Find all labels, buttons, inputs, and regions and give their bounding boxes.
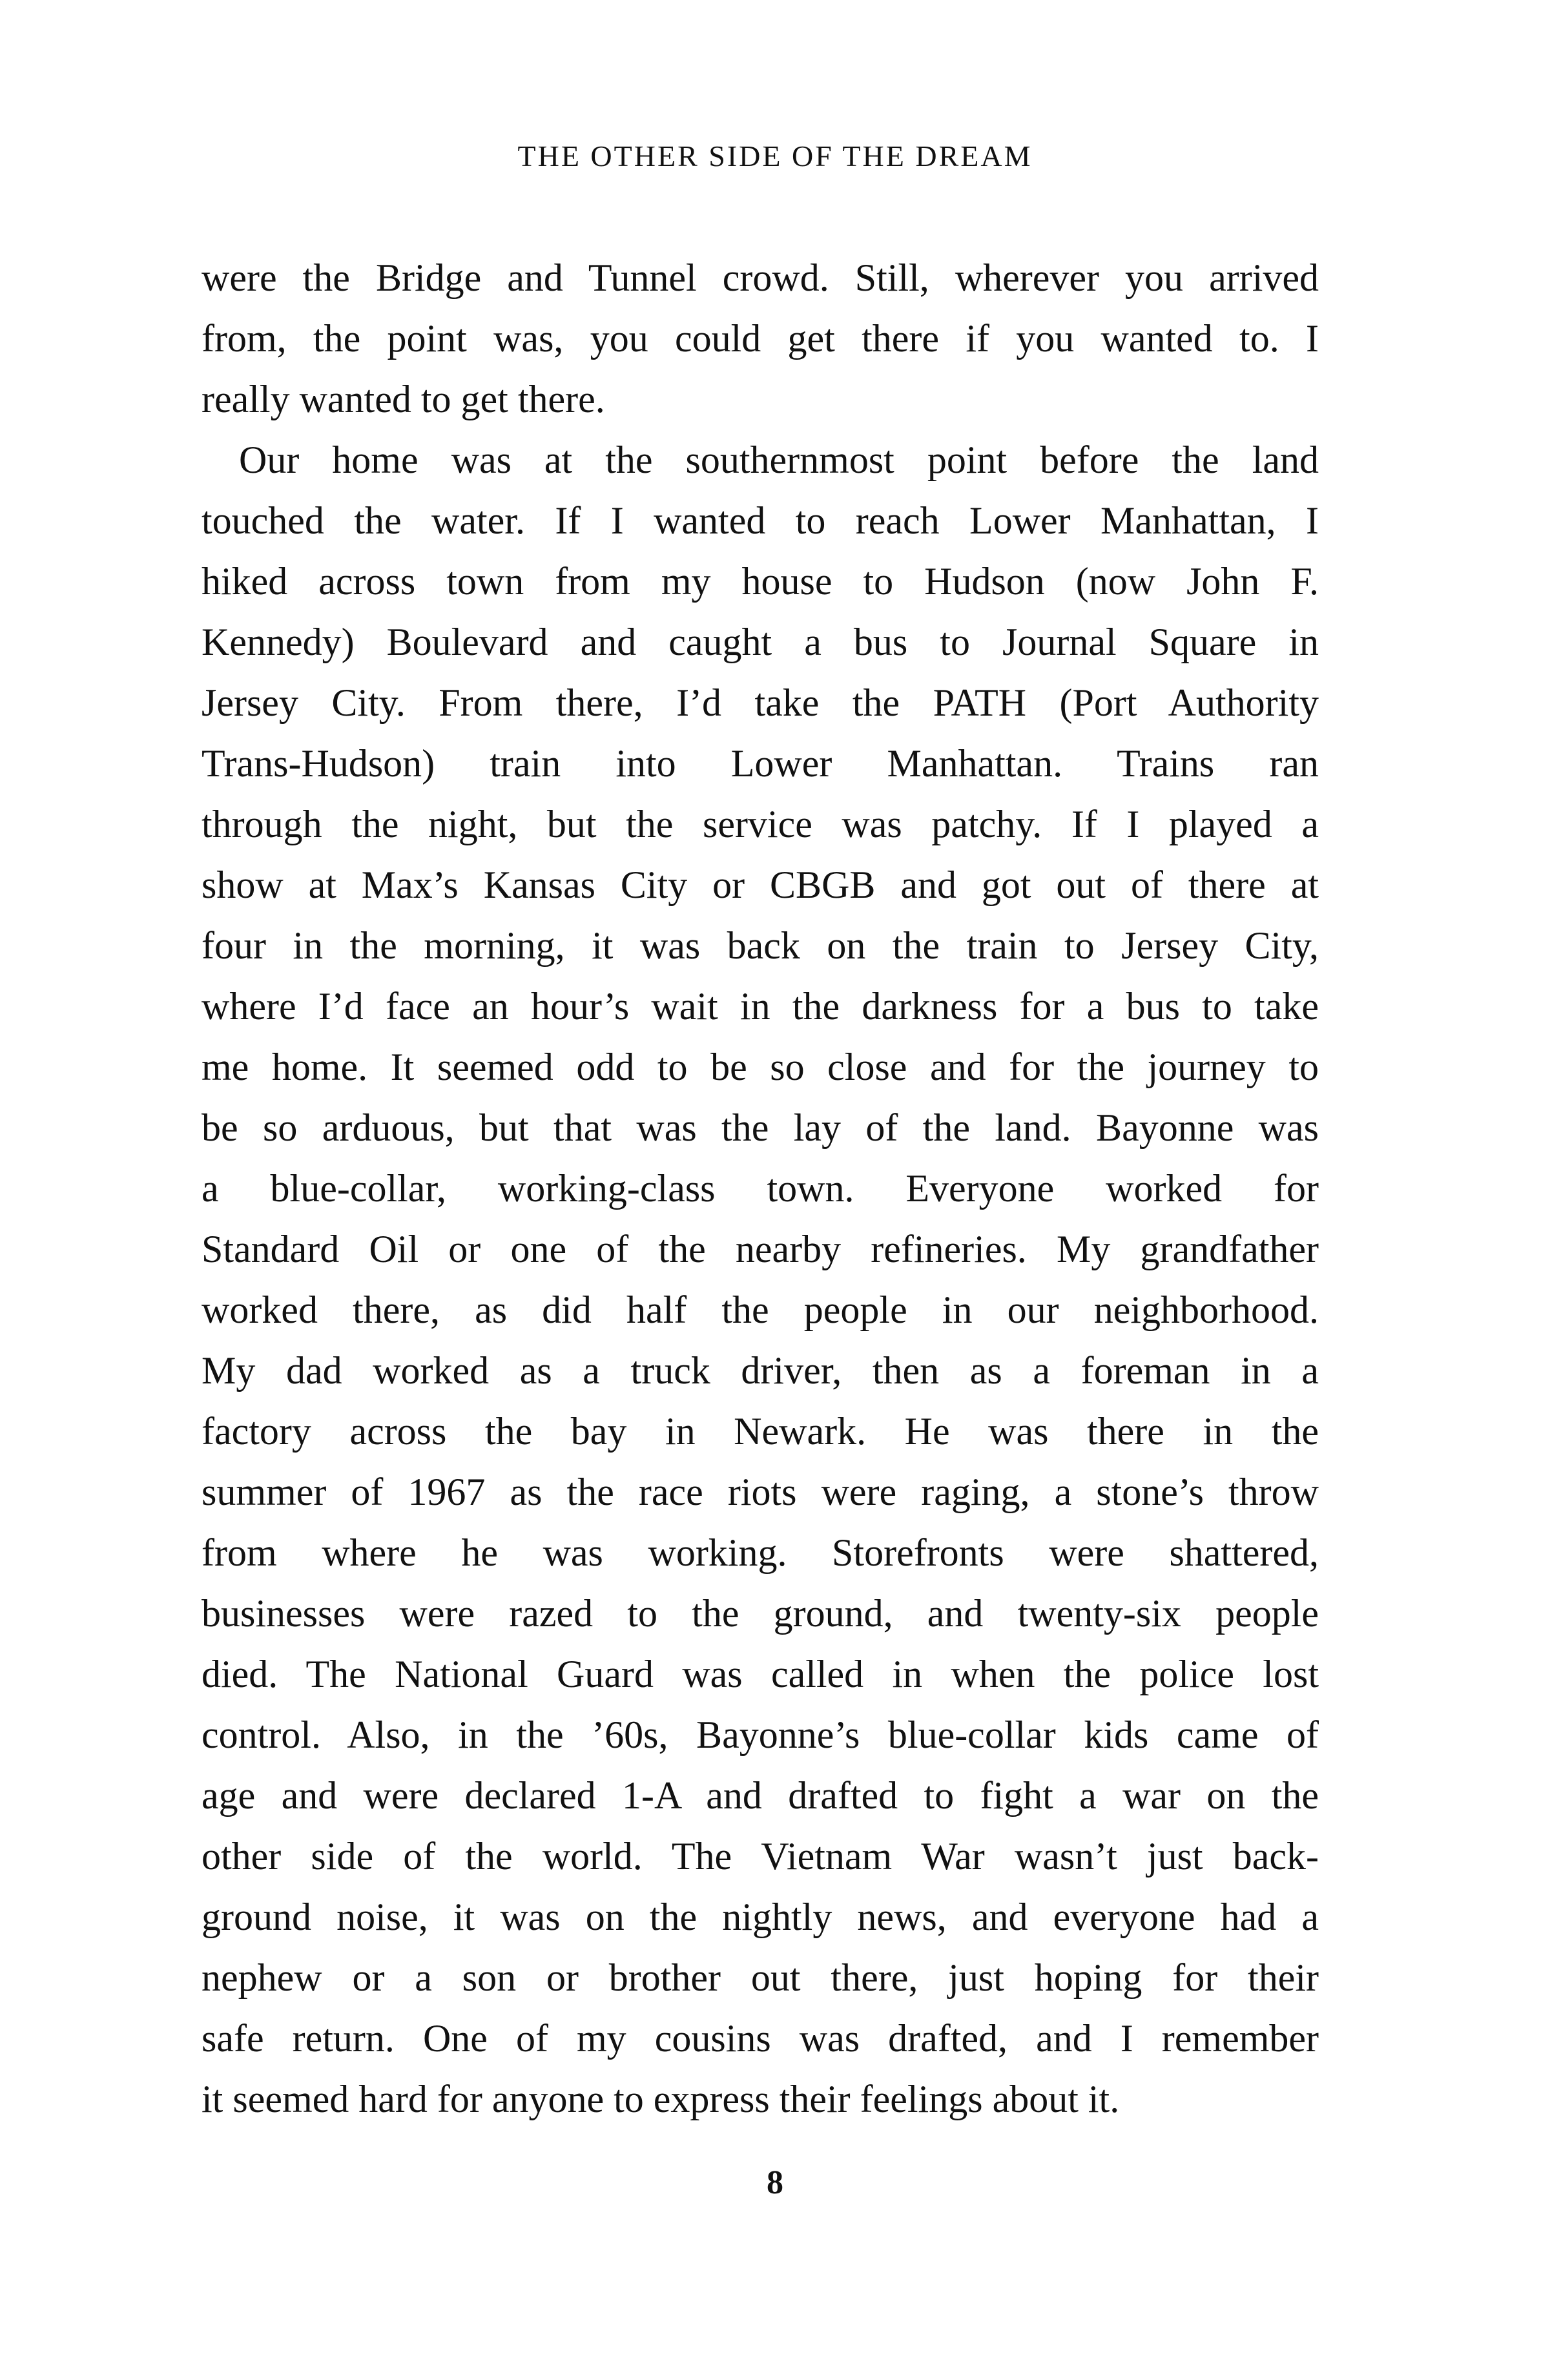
text-line: from where he was working. Storefronts were shattered,: [202, 1531, 1319, 1574]
text-line: touched the water. If I wanted to reach Lower Manhattan, I: [202, 499, 1319, 542]
text-line: it seemed hard for anyone to express their feelings about it.: [202, 2078, 1120, 2120]
text-line: ground noise, it was on the nightly news, and everyone had a: [202, 1896, 1319, 1938]
text-line: be so arduous, but that was the lay of the land. Bayonne was: [202, 1106, 1319, 1149]
text-line: Kennedy) Boulevard and caught a bus to Journal Square in: [202, 621, 1319, 663]
text-line: My dad worked as a truck driver, then as a foreman in a: [202, 1349, 1319, 1392]
text-line: from, the point was, you could get there if you wanted to. I: [202, 317, 1319, 360]
page-number: 8: [767, 2164, 783, 2201]
body-text: [202, 247, 1319, 2129]
text-line: worked there, as did half the people in our neighborhood.: [202, 1288, 1319, 1331]
text-line: businesses were razed to the ground, and twenty-six people: [202, 1592, 1319, 1635]
text-line: other side of the world. The Vietnam War wasn’t just back-: [202, 1835, 1319, 1878]
text-line: control. Also, in the ’60s, Bayonne’s blue-collar kids came of: [202, 1713, 1319, 1756]
text-line: safe return. One of my cousins was drafted, and I remember: [202, 2017, 1319, 2060]
text-line: factory across the bay in Newark. He was there in the: [202, 1410, 1319, 1453]
text-line: where I’d face an hour’s wait in the darkness for a bus to take: [202, 985, 1319, 1028]
text-line: age and were declared 1-A and drafted to fight a war on the: [202, 1774, 1319, 1817]
text-line: Trans-Hudson) train into Lower Manhattan. Trains ran: [202, 742, 1319, 785]
text-line: really wanted to get there.: [202, 378, 605, 420]
text-line: through the night, but the service was patchy. If I played a: [202, 803, 1319, 845]
text-line: four in the morning, it was back on the train to Jersey City,: [202, 924, 1319, 967]
text-line: summer of 1967 as the race riots were raging, a stone’s throw: [202, 1471, 1319, 1513]
text-line: nephew or a son or brother out there, just hoping for their: [202, 1956, 1319, 1999]
text-line: Standard Oil or one of the nearby refineries. My grandfather: [202, 1228, 1319, 1270]
text-line: show at Max’s Kansas City or CBGB and got out of there at: [202, 864, 1319, 906]
text-line: Jersey City. From there, I’d take the PATH (Port Authority: [202, 681, 1319, 724]
text-line: Our home was at the southernmost point before the land: [239, 439, 1319, 481]
text-line: were the Bridge and Tunnel crowd. Still, wherever you arrived: [202, 256, 1319, 299]
text-line: a blue-collar, working-class town. Everyone worked for: [202, 1167, 1319, 1210]
text-line: hiked across town from my house to Hudson (now John F.: [202, 560, 1319, 603]
text-line: me home. It seemed odd to be so close and for the journey to: [202, 1046, 1319, 1088]
text-line: died. The National Guard was called in when the police lost: [202, 1653, 1319, 1695]
running-head: THE OTHER SIDE OF THE DREAM: [517, 140, 1033, 172]
